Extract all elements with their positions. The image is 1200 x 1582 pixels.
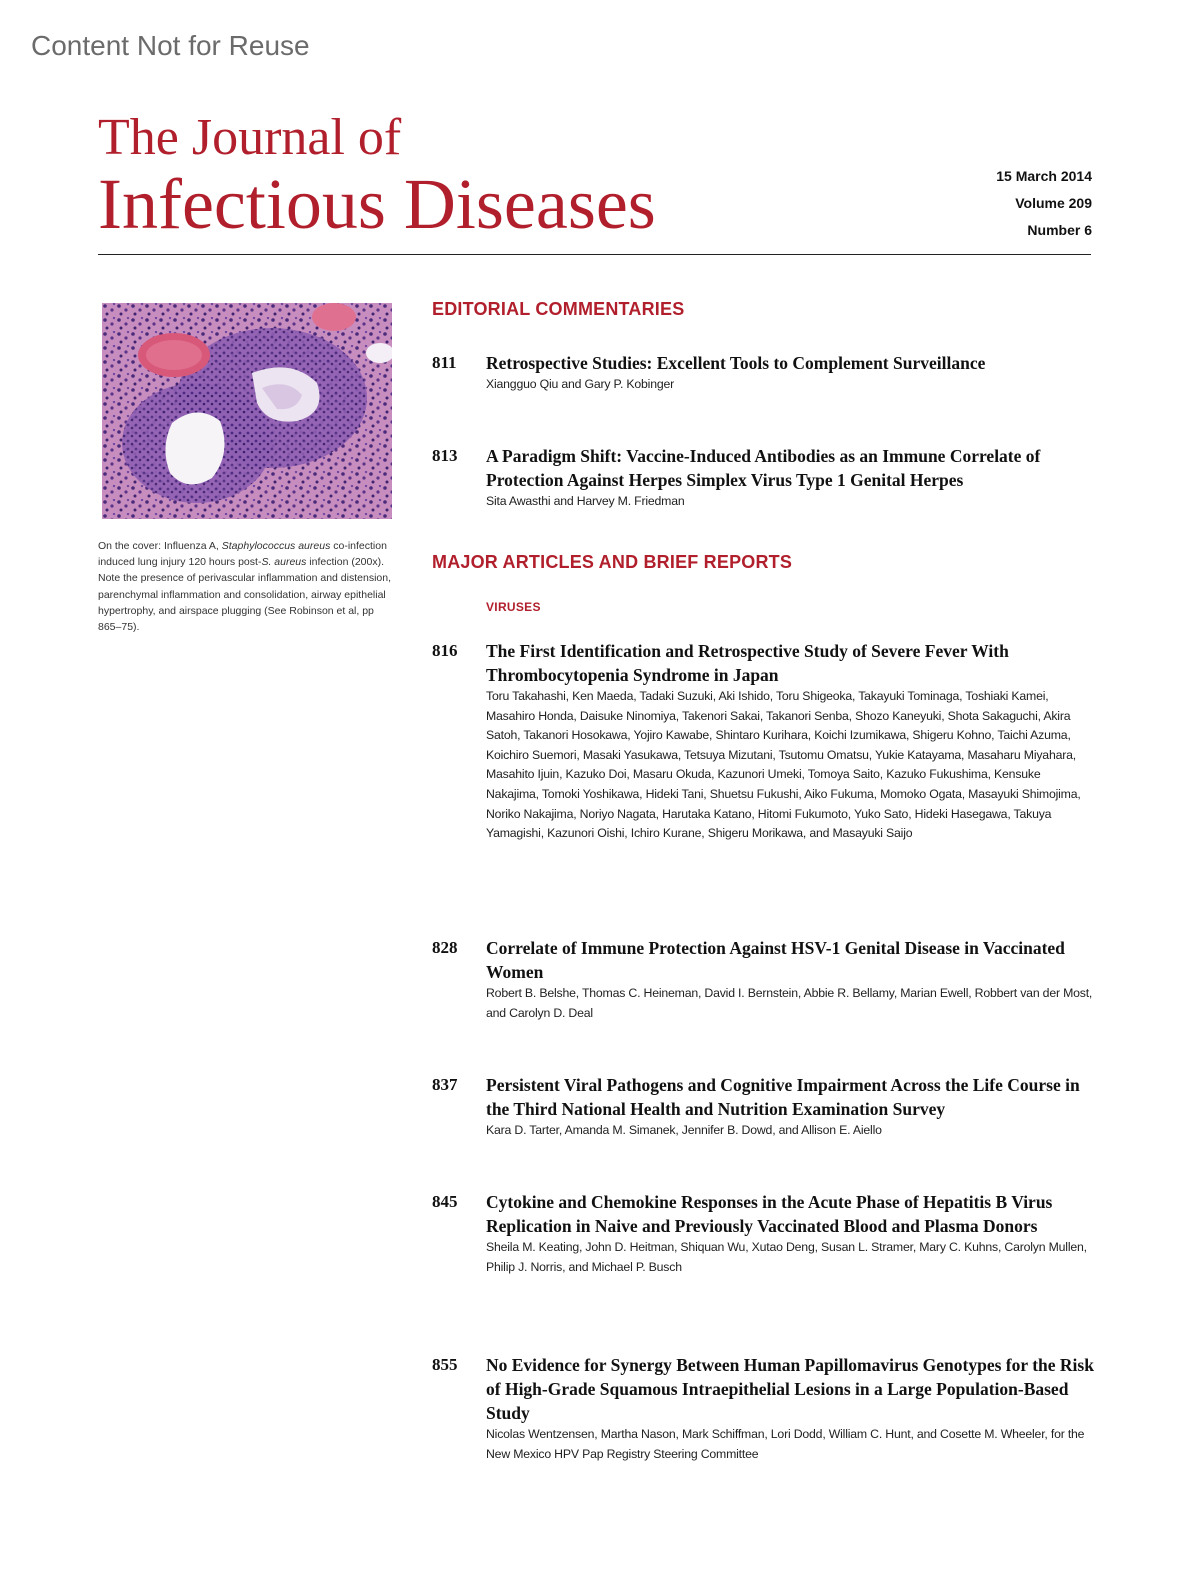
entry-authors: Toru Takahashi, Ken Maeda, Tadaki Suzuki, Aki Ishido, Toru Shigeoka, Takayuki Tominaga, Toshiaki Kamei, Masahiro Honda, Daisuke Ninomiya, Takenori Sakai, Takanori Senba, Shozo Kaneyuki, Shota Sakaguchi, Akira Satoh, Takanori Hosokawa, Yojiro Kawabe, Shintaro Kurihara, Koichi Izumikawa, Shigeru Kohno, Taichi Azuma, Koichiro Suemori, Masaki Yasukawa, Tetsuya Mizutani, Tsutomu Omatsu, Yukie Katayama, Masaharu Miyahara, Masahito Ijuin, Kazuko Doi, Masaru Okuda, Kazunori Umeki, Tomoya Saito, Kazuko Fukushima, Kensuke Nakajima, Tomoki Yoshikawa, Hideki Tani, Shuetsu Fukushi, Aiko Fukuma, Momoko Ogata, Masayuki Shimojima, Noriko Nakajima, Noriyo Nagata, Harutaka Katano, Hitomi Fukumoto, Yuko Sato, Hideki Hasegawa, Takuya Yamagishi, Kazunori Oishi, Ichiro Kurane, Shigeru Morikawa, and Masayuki Saijo [486, 689, 1081, 841]
entry-authors: Sita Awasthi and Harvey M. Friedman [486, 494, 685, 508]
issue-info [996, 163, 1092, 244]
entry-page-number: 837 [432, 1075, 458, 1094]
entry-page-number: 828 [432, 938, 458, 957]
toc-entry[interactable] [432, 351, 1094, 395]
entry-title[interactable]: The First Identification and Retrospective Study of Severe Fever With Thrombocytopenia Syndrome in Japan [486, 641, 1009, 685]
toc-entry[interactable] [432, 1073, 1094, 1141]
entry-title[interactable]: Cytokine and Chemokine Responses in the Acute Phase of Hepatitis B Virus Replication in Naive and Previously Vaccinated Blood and Plasma Donors [486, 1192, 1053, 1236]
subsection-heading-viruses: VIRUSES [486, 600, 541, 614]
journal-title-line2: Infectious Diseases [98, 164, 656, 244]
toc-entry[interactable] [432, 444, 1094, 512]
entry-page-number: 855 [432, 1355, 458, 1374]
entry-authors: Nicolas Wentzensen, Martha Nason, Mark Schiffman, Lori Dodd, William C. Hunt, and Cosette M. Wheeler, for the New Mexico HPV Pap Registry Steering Committee [486, 1427, 1085, 1461]
toc-entry[interactable] [432, 1353, 1094, 1464]
toc-entry[interactable] [432, 639, 1094, 844]
entry-title[interactable]: A Paradigm Shift: Vaccine-Induced Antibodies as an Immune Correlate of Protection Against Herpes Simplex Virus Type 1 Genital Herpes [486, 446, 1041, 490]
entry-authors: Kara D. Tarter, Amanda M. Simanek, Jennifer B. Dowd, and Allison E. Aiello [486, 1123, 882, 1137]
cover-caption: On the cover: Influenza A, Staphylococcus aureus co-infection induced lung injury 120 hours post-S. aureus infection (200x). Note the presence of perivascular inflammation and distension, parenchymal inflammation and consolidation, airway epithelial hypertrophy, and airspace plugging (See Robinson et al, pp 865–75). [98, 540, 391, 634]
cover-image [102, 303, 392, 519]
toc-entry[interactable] [432, 936, 1094, 1023]
entry-page-number: 813 [432, 446, 458, 465]
entry-title[interactable]: Retrospective Studies: Excellent Tools to Complement Surveillance [486, 353, 986, 373]
header-rule [98, 254, 1091, 255]
section-heading-editorial: EDITORIAL COMMENTARIES [432, 299, 685, 319]
section-heading-major-articles: MAJOR ARTICLES AND BRIEF REPORTS [432, 552, 793, 572]
histology-micrograph [102, 303, 392, 519]
entry-authors: Robert B. Belshe, Thomas C. Heineman, David I. Bernstein, Abbie R. Bellamy, Marian Ewell, Robbert van der Most, and Carolyn D. Deal [486, 986, 1093, 1020]
toc-entry[interactable] [432, 1190, 1094, 1277]
entry-authors: Sheila M. Keating, John D. Heitman, Shiquan Wu, Xutao Deng, Susan L. Stramer, Mary C. Kuhns, Carolyn Mullen, Philip J. Norris, and Michael P. Busch [486, 1240, 1087, 1274]
entry-title[interactable]: Correlate of Immune Protection Against HSV-1 Genital Disease in Vaccinated Women [486, 938, 1065, 982]
journal-title-line1: The Journal of [98, 109, 402, 166]
entry-title[interactable]: No Evidence for Synergy Between Human Papillomavirus Genotypes for the Risk of High-Grade Squamous Intraepithelial Lesions in a Large Population-Based Study [486, 1355, 1094, 1423]
entry-page-number: 811 [432, 353, 457, 372]
issue-number: Number 6 [1027, 222, 1092, 238]
issue-volume: Volume 209 [1015, 195, 1092, 211]
watermark-text: Content Not for Reuse [31, 30, 310, 61]
entry-page-number: 816 [432, 641, 458, 660]
issue-date: 15 March 2014 [996, 168, 1092, 184]
entry-title[interactable]: Persistent Viral Pathogens and Cognitive Impairment Across the Life Course in the Third National Health and Nutrition Examination Survey [486, 1075, 1080, 1119]
entry-authors: Xiangguo Qiu and Gary P. Kobinger [486, 377, 675, 391]
entry-page-number: 845 [432, 1192, 458, 1211]
